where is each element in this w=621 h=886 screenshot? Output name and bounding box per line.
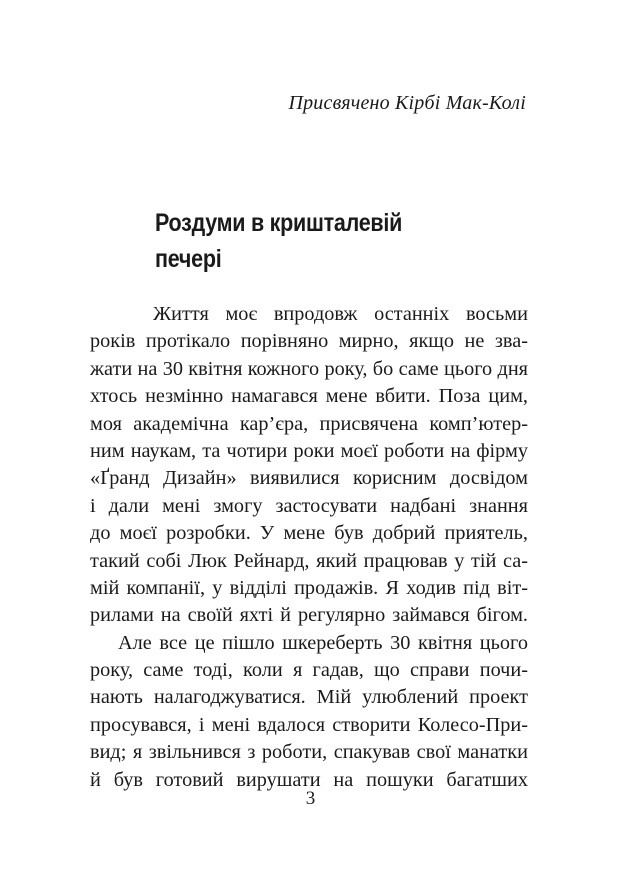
text-line: «Ґранд Дизайн» виявилися корисним досвідом [90,467,528,490]
text-line: року, саме тоді, коли я гадав, що справи почи- [90,659,528,682]
body-text [90,301,528,794]
text-line: й був готовий вирушати на пошуки багатших [90,768,528,791]
text-line: і дали мені змогу застосувати надбані знання [90,494,528,517]
text-line: такий собі Люк Рейнард, який працював у тій са- [90,549,528,572]
text-line: жати на 30 квітня кожного року, бо саме цього дня [90,357,528,380]
text-line: вид; я звільнився з роботи, спакував свої манатки [90,741,528,764]
dedication: Присвячено Кірбі Мак-Колі [288,92,526,114]
chapter-title-line: Роздуми в кришталевій [155,209,403,237]
chapter-title-line: печері [155,245,222,273]
text-line: просувався, і мені вдалося створити Колесо-При- [90,713,528,736]
text-line: до моєї розробки. У мене був добрий приятель, [90,522,528,545]
text-line: нають налагоджуватися. Мій улюблений проект [90,686,528,709]
text-line: рилами на своїй яхті й регулярно займався бігом. [90,604,528,627]
chapter-title [155,205,465,277]
text-line: Але все це пішло шкереберть 30 квітня цього [118,631,528,654]
text-line: мій компанії, у відділі продажів. Я ходив під віт- [90,576,528,599]
text-line: Життя моє впродовж останніх восьми [153,303,528,325]
text-line: років протікало порівняно мирно, якщо не зва- [90,330,528,353]
page-number: 3 [305,788,316,809]
text-line: ним наукам, та чотири роки моєї роботи на фірму [90,439,528,462]
text-line: хтось незмінно намагався мене вбити. Поза цим, [90,385,528,408]
text-line: моя академічна кар’єра, присвячена комп’ютер- [90,412,528,435]
